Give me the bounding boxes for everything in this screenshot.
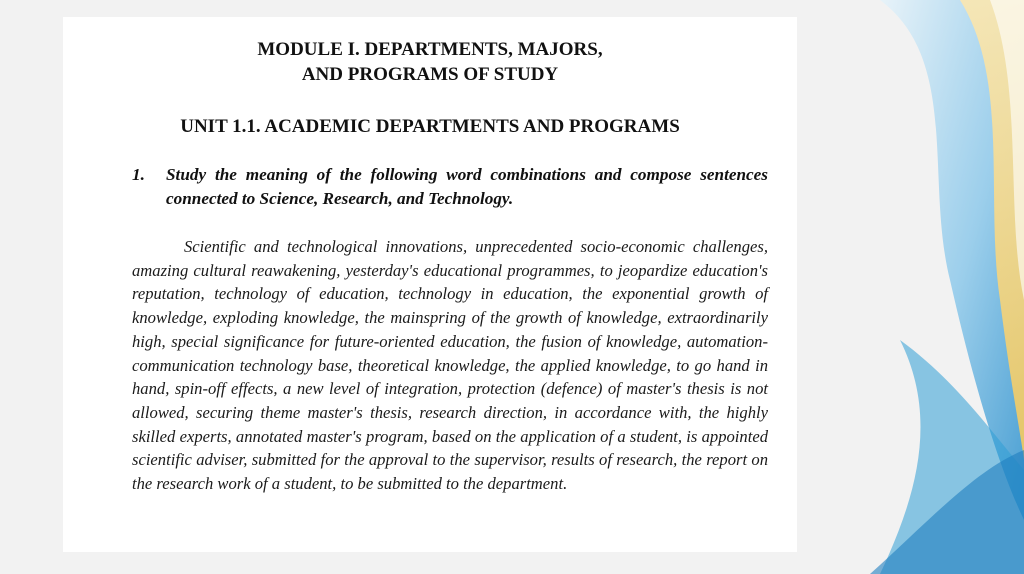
module-title-line-2: AND PROGRAMS OF STUDY bbox=[301, 64, 559, 85]
unit-title: UNIT 1.1. ACADEMIC DEPARTMENTS AND PROGRAMS bbox=[180, 116, 680, 137]
word-combinations-paragraph: Scientific and technological innovations, unprecedented socio-economic challenges, amazing cultural reawakening, yesterday's educational programmes, to jeopardize education's reputation, technology of education, technology in education, the exponential growth of knowledge, exploding knowledge, the mainspring of the growth of knowledge, extraordinarily high, special significance for future-oriented education, the fusion of knowledge, automation-communication technology base, theoretical knowledge, the applied knowledge, to go hand in hand, spin-off effects, a new level of integration, protection (defence) of master's thesis is not allowed, securing theme master's thesis, research direction, in accordance with, the highly skilled experts, annotated master's program, based on the application of a student, is appointed scientific adviser, submitted for the approval to the supervisor, results of research, the report on the research work of a student, to be submitted to the department. bbox=[132, 237, 768, 494]
document-page bbox=[63, 17, 797, 552]
task-text: Study the meaning of the following word combinations and compose sentences connected to Science, Research, and Technology. bbox=[166, 165, 768, 208]
task-number: 1. bbox=[132, 165, 145, 184]
module-title-line-1: MODULE I. DEPARTMENTS, MAJORS, bbox=[257, 39, 603, 60]
